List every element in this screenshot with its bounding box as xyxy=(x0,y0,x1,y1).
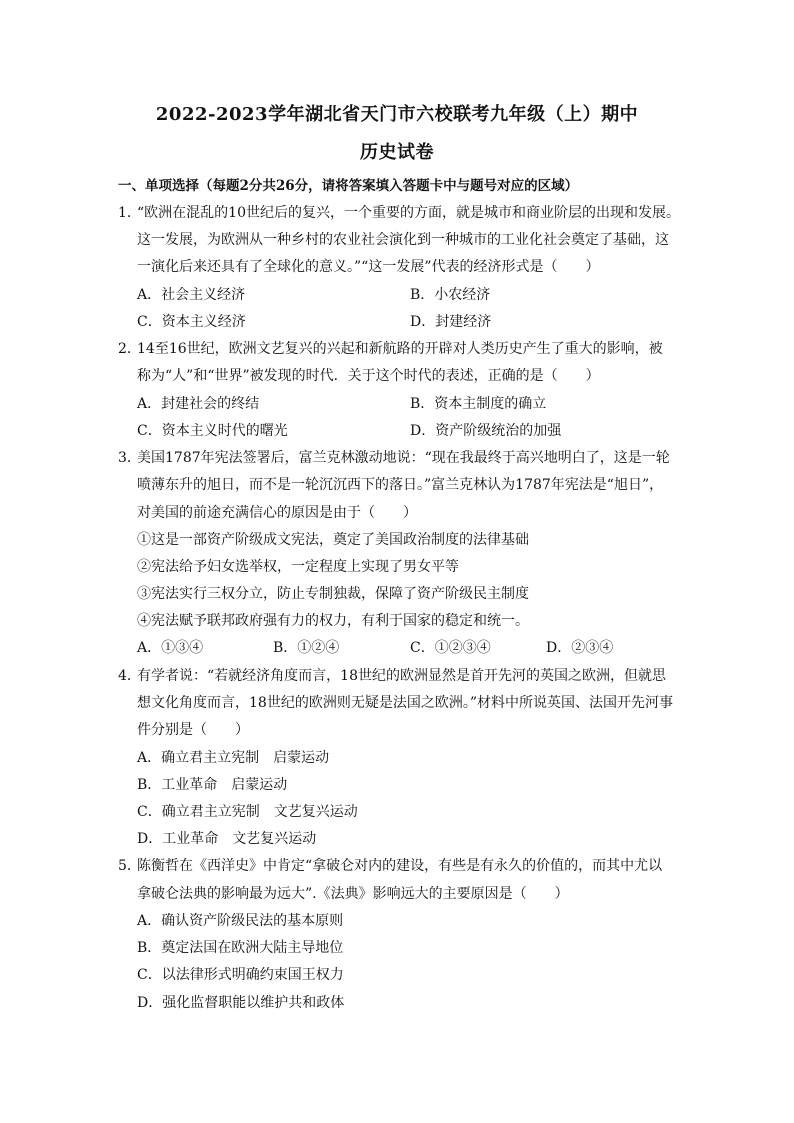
question-text: 想文化角度而言，18世纪的欧洲则无疑是法国之欧洲。”材料中所说英国、法国开先河事 xyxy=(137,695,673,711)
option-b[interactable]: B．①②④ xyxy=(273,640,340,656)
exam-subject: 历史试卷 xyxy=(360,142,434,163)
statement-2: ②宪法给予妇女选举权，一定程度上实现了男女平等 xyxy=(137,559,459,575)
question-text: 这一发展，为欧洲从一种乡村的农业社会演化到一种城市的工业化社会奠定了基础，这 xyxy=(137,232,669,248)
option-c[interactable]: C．确立君主立宪制 文艺复兴运动 xyxy=(137,804,358,820)
statement-4: ④宪法赋予联邦政府强有力的权力，有利于国家的稳定和统一。 xyxy=(137,613,529,629)
question-number: 3． xyxy=(118,450,141,466)
question-text: 件分别是（ ） xyxy=(137,722,249,738)
statement-1: ①这是一部资产阶级成文宪法，奠定了美国政治制度的法律基础 xyxy=(137,532,529,548)
option-a[interactable]: A．①③④ xyxy=(137,640,204,656)
option-c[interactable]: C．资本主义经济 xyxy=(137,314,246,330)
option-c[interactable]: C．以法律形式明确约束国王权力 xyxy=(137,967,344,983)
option-d[interactable]: D．资产阶级统治的加强 xyxy=(410,423,562,439)
option-a[interactable]: A．确认资产阶级民法的基本原则 xyxy=(137,913,344,929)
question-text: “欧洲在混乱的10世纪后的复兴，一个重要的方面，就是城市和商业阶层的出现和发展。 xyxy=(137,205,680,221)
question-text: 喷薄东升的旭日，而不是一轮沉沉西下的落日。”富兰克林认为1787年宪法是“旭日”， xyxy=(137,477,664,493)
question-text: 称为“人”和“世界”被发现的时代．关于这个时代的表述，正确的是（ ） xyxy=(137,368,600,384)
option-d[interactable]: D．②③④ xyxy=(546,640,614,656)
question-text: 拿破仑法典的影响最为远大”.《法典》影响远大的主要原因是（ ） xyxy=(137,886,569,902)
question-text: 美国1787年宪法签署后，富兰克林激动地说：“现在我最终于高兴地明白了，这是一轮 xyxy=(137,450,670,466)
question-text: 有学者说：“若就经济角度而言，18世纪的欧洲显然是首开先河的英国之欧洲，但就思 xyxy=(137,668,666,684)
option-d[interactable]: D．封建经济 xyxy=(410,314,492,330)
option-c[interactable]: C．①②③④ xyxy=(410,640,491,656)
question-text: 陈衡哲在《西洋史》中肯定“拿破仑对内的建设，有些是有永久的价值的，而其中尤以 xyxy=(137,858,663,874)
option-c[interactable]: C．资本主义时代的曙光 xyxy=(137,423,288,439)
option-a[interactable]: A．社会主义经济 xyxy=(137,287,246,303)
exam-title: 2022-2023学年湖北省天门市六校联考九年级（上）期中 xyxy=(155,104,639,125)
question-number: 2． xyxy=(118,341,141,357)
option-d[interactable]: D．工业革命 文艺复兴运动 xyxy=(137,831,317,847)
section-heading: 一、单项选择（每题2分共26分，请将答案填入答题卡中与题号对应的区域） xyxy=(118,178,579,194)
option-b[interactable]: B．小农经济 xyxy=(410,287,491,303)
option-d[interactable]: D．强化监督职能以维护共和政体 xyxy=(137,995,345,1011)
option-b[interactable]: B．工业革命 启蒙运动 xyxy=(137,777,288,793)
question-number: 4． xyxy=(118,668,141,684)
option-b[interactable]: B．资本主制度的确立 xyxy=(410,396,547,412)
question-text: 对美国的前途充满信心的原因是由于（ ） xyxy=(137,505,417,521)
statement-3: ③宪法实行三权分立，防止专制独裁，保障了资产阶级民主制度 xyxy=(137,586,529,602)
question-text: 一演化后来还具有了全球化的意义。”“这一发展”代表的经济形式是（ ） xyxy=(137,259,600,275)
question-text: 14至16世纪，欧洲文艺复兴的兴起和新航路的开辟对人类历史产生了重大的影响，被 xyxy=(137,341,663,357)
question-number: 1． xyxy=(118,205,141,221)
question-number: 5． xyxy=(118,858,141,874)
option-a[interactable]: A．封建社会的终结 xyxy=(137,396,260,412)
option-a[interactable]: A．确立君主立宪制 启蒙运动 xyxy=(137,750,330,766)
option-b[interactable]: B．奠定法国在欧洲大陆主导地位 xyxy=(137,940,344,956)
